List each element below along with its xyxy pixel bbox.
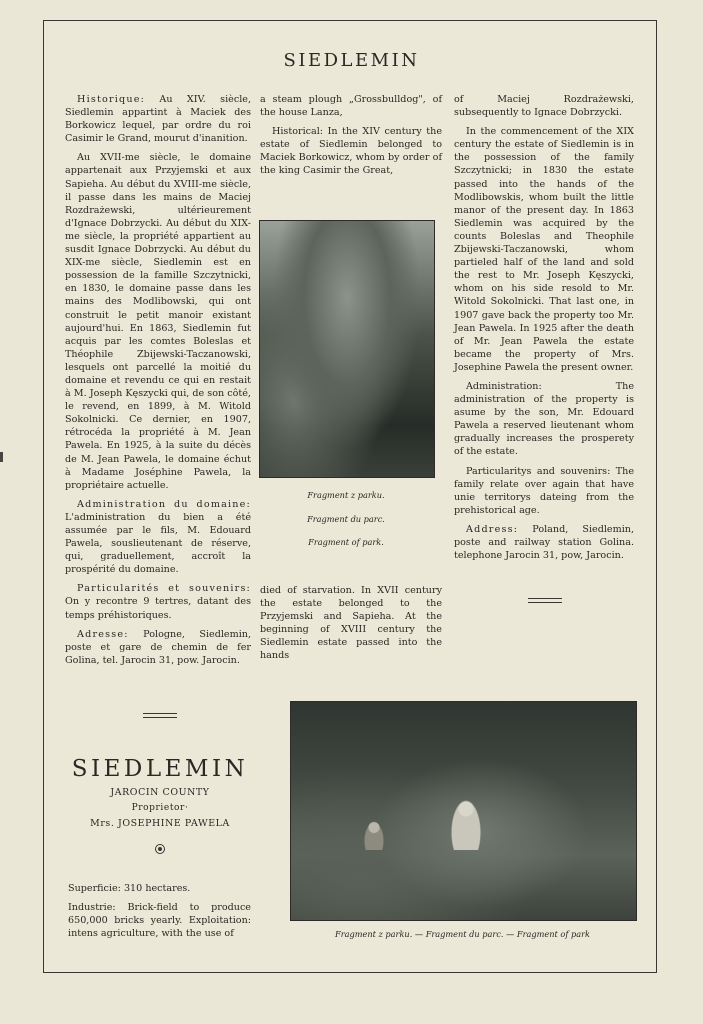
photo-caption-polish: Fragment z parku. [307, 490, 385, 500]
english-middle-column-top [260, 93, 442, 184]
french-adresse: Adresse: Pologne, Siedlemin, poste et gare de chemin de fer Golina, tel. Jarocin 31, pow. Jarocin. [65, 628, 251, 666]
margin-mark [0, 452, 3, 462]
estate-industry: Industrie: Brick-field to produce 650,000 bricks yearly. Exploitation: intens agriculture, with the use of [68, 902, 251, 940]
estate-facts [68, 882, 251, 946]
park-photo [259, 220, 435, 478]
garden-photo [290, 701, 637, 921]
estate-county: JAROCIN COUNTY [110, 787, 210, 798]
english-address: Address: Poland, Siedlemin, poste and railway station Golina. telephone Jarocin 31, pow, Jarocin. [454, 523, 634, 562]
english-historical: Historical: In the XIV century the estate of Siedlemin belonged to Maciek Borkowicz, whom by order of the king Casimir the Great, [260, 126, 442, 177]
divider-right [528, 598, 562, 603]
english-administration: Administration: The administration of the property is asume by the son, Mr. Edouard Pawela a reserved lieutenant whom gradually increases the prosperety of the estate. [454, 380, 634, 458]
english-particularitys: Particularitys and souvenirs: The family relate over again that have unie territorys dateing from the prehistorical age. [454, 465, 634, 516]
french-column [65, 93, 251, 673]
english-starvation: died of starvation. In XVII century the estate belonged to the Przyjemski and Sapieha. At the beginning of XVIII century the Siedlemin estate passed into the hands [260, 585, 442, 662]
english-xix-century: In the commencement of the XIX century the estate of Siedlemin is in the possession of the family Szczytnicki; in 1830 the estate passed into the hands of the Modlibowskis, whom built the little manor of the present day. In 1863 Siedlemin was acquired by the counts Boleslas and Theophile Zbijewski-Taczanowski, whom partieled half of the land and sold the rest to Mr. Joseph Kęszycki, whom on his side resold to Mr. Witold Sokolnicki. That last one, in 1907 gave back the property too Mr. Jean Pawela. In 1925 after the death of Mr. Jean Pawela the estate became the property of Mrs. Josephine Pawela the present owner. [454, 126, 634, 373]
proprietor-label: Proprietor· [131, 803, 189, 813]
french-history-body: Au XVII-me siècle, le domaine appartenait aux Przyjemski et aux Sapieha. Au début du XVIII-me siècle, il passe dans les mains de Maciej Rozdrażewski, ultérieurement d'Ignace Dobrzycki. Au début du XIX-me siècle, la propriété appartient au susdit Ignace Dobrzycki. Au début du XIX-me siècle, Siedlemin est en possession de la famille Szczytnicki, en 1830, le domaine passe dans les mains des Modlibowski, qui ont construit le petit manoir existant aujourd'hui. En 1863, Siedlemin fut acquis par les comtes Boleslas et Théophile Zbijewski-Taczanowski, lesquels ont parcellé la moitié du domaine et revendu ce qui en restait à M. Joseph Kęszycki qui, de son côté, le revend, en 1899, à M. Witold Sokolnicki. Ce dernier, en 1907, rétrocéda la propriété à M. Jean Pawela. En 1925, à la suite du décès de M. Jean Pawela, le domaine échut à Madame Joséphine Pawela, la propriétaire actuelle. [65, 152, 251, 491]
photo-caption-english: Fragment of park. [308, 537, 384, 547]
garden-photo-caption: Fragment z parku. — Fragment du parc. — Fragment of park [335, 929, 590, 939]
english-rozdrazewski: of Maciej Rozdrażewski, subsequently to Ignace Dobrzycki. [454, 94, 634, 119]
english-middle-column-bottom [260, 584, 442, 669]
child-figure [363, 820, 385, 850]
french-particularites: Particularités et souvenirs: On y recontre 9 tertres, datant des temps préhistoriques. [65, 583, 251, 621]
owner-name: Mrs. JOSEPHINE PAWELA [90, 818, 230, 829]
english-steam-plough: a steam plough „Grossbulldog", of the house Lanza, [260, 94, 442, 119]
estate-surface: Superficie: 310 hectares. [68, 883, 191, 894]
circle-ornament-icon [155, 844, 165, 854]
french-historique: Historique: Au XIV. siècle, Siedlemin appartint à Maciek des Borkowicz lequel, par ordre du roi Casimir le Grand, mourut d'inanition. [65, 94, 251, 145]
divider-left [143, 713, 177, 718]
french-administration: Administration du domaine: L'administration du bien a été assumée par le fils, M. Edouard Pawela, souslieutenant de réserve, qui, graduellement, accroît la prospérité du domaine. [65, 498, 251, 576]
photo-caption-french: Fragment du parc. [307, 514, 385, 524]
estate-card [60, 756, 260, 854]
page-title: SIEDLEMIN [283, 50, 420, 71]
woman-figure [451, 800, 481, 850]
english-right-column [454, 93, 634, 568]
estate-name: SIEDLEMIN [71, 756, 249, 782]
